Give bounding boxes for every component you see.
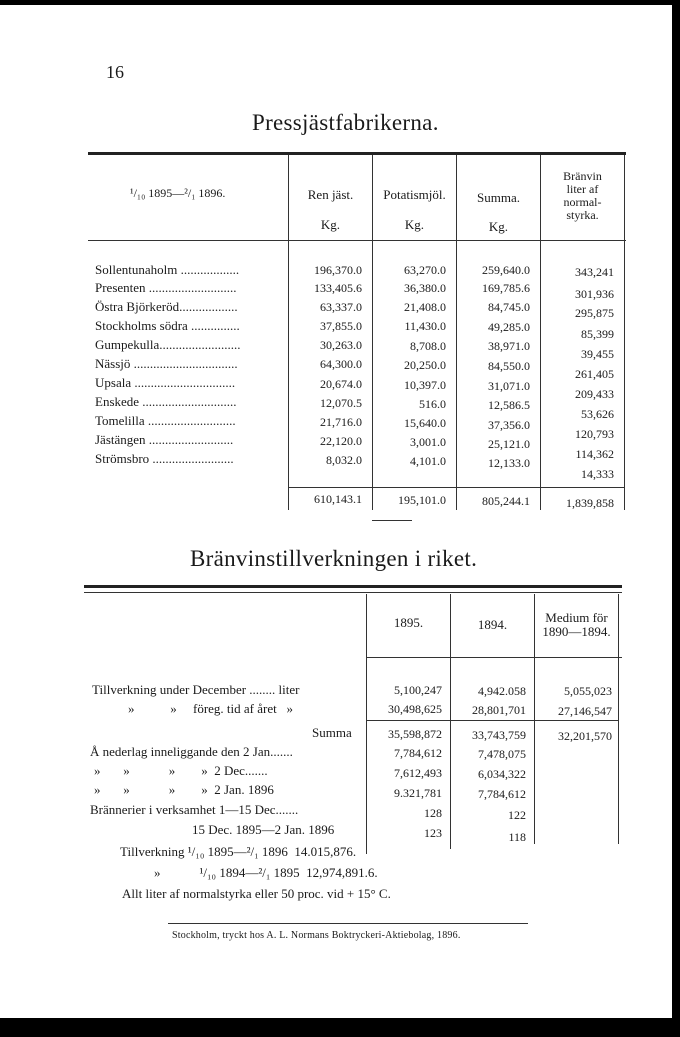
scan-border-bottom: [0, 1018, 680, 1037]
summa-value: 12,133.0: [488, 456, 530, 470]
summa-value: 84,745.0: [488, 300, 530, 314]
total-branvin: 1,839,858: [566, 496, 614, 510]
ren-jast-value: 64,300.0: [320, 357, 362, 371]
table2-top-rule: [84, 585, 622, 588]
branvin-line: styrka.: [566, 208, 599, 222]
factory-name: Östra Björkeröd..................: [95, 299, 238, 314]
ren-jast-value: 20,674.0: [320, 377, 362, 391]
row-label: Å nederlag inneliggande den 2 Jan.......: [90, 744, 293, 759]
branvin-value: 53,626: [581, 407, 614, 421]
factory-name: Enskede .............................: [95, 394, 237, 409]
value-1895: 128: [424, 806, 442, 820]
summa-value: 38,971.0: [488, 339, 530, 353]
summa-value: 84,550.0: [488, 359, 530, 373]
col-header-ren-jast: Ren jäst.: [307, 187, 354, 202]
short-rule: [372, 520, 412, 521]
row-label: » » föreg. tid af året »: [128, 701, 293, 716]
potatismjol-value: 21,408.0: [404, 300, 446, 314]
factory-name: Strömsbro .........................: [95, 451, 234, 466]
row-label: » » » » 2 Jan. 1896: [94, 782, 274, 797]
total-ren-jast: 610,143.1: [314, 492, 362, 506]
summa-value: 169,785.6: [482, 281, 530, 295]
row-label: 15 Dec. 1895—2 Jan. 1896: [192, 822, 335, 837]
branvin-value: 120,793: [575, 427, 614, 441]
table2-sum-rule: [366, 720, 618, 721]
value-1894: 6,034,322: [478, 767, 526, 781]
note-line: » ¹/₁₀ 1894—²/₁ 1895 12,974,891.6.: [154, 865, 378, 880]
ren-jast-value: 30,263.0: [320, 338, 362, 352]
table2-sub-rule: [84, 592, 622, 593]
value-1894: 118: [508, 830, 526, 844]
factory-name: Gumpekulla.........................: [95, 337, 241, 352]
branvin-line: liter af: [566, 182, 599, 196]
value-1894: 4,942.058: [478, 684, 526, 698]
branvin-value: 39,455: [581, 347, 614, 361]
medium-line: Medium för: [545, 610, 608, 625]
potatismjol-value: 20,250.0: [404, 358, 446, 372]
ren-jast-value: 63,337.0: [320, 300, 362, 314]
ren-jast-value: 37,855.0: [320, 319, 362, 333]
branvin-value: 14,333: [581, 467, 614, 481]
col-header-potatismjol: Potatismjöl.: [383, 187, 446, 202]
value-1895: 7,612,493: [394, 766, 442, 780]
ren-jast-value: 22,120.0: [320, 434, 362, 448]
ren-jast-value: 12,070.5: [320, 396, 362, 410]
page-number: 16: [106, 62, 124, 82]
section2-title: Bränvinstillverkningen i riket.: [190, 546, 478, 571]
summa-value: 25,121.0: [488, 437, 530, 451]
potatismjol-value: 11,430.0: [404, 319, 446, 333]
table1-col-divider: [624, 155, 625, 510]
row-label: Brännerier i verksamhet 1—15 Dec.......: [90, 802, 299, 817]
table2-col-divider: [366, 594, 367, 854]
row-label: Tillverkning under December ........ liter: [92, 682, 300, 697]
value-1895: 9.321,781: [394, 786, 442, 800]
col-header-branvin: [541, 170, 624, 222]
branvin-value: 209,433: [575, 387, 614, 401]
total-potatismjol: 195,101.0: [398, 493, 446, 507]
value-1895: 30,498,625: [388, 702, 442, 716]
table1-col-divider: [372, 155, 373, 510]
note-line: Allt liter af normalstyrka eller 50 proc. vid + 15° C.: [122, 886, 391, 901]
summa-value: 12,586.5: [488, 398, 530, 412]
value-medium: 32,201,570: [558, 729, 612, 743]
branvin-value: 301,936: [575, 287, 614, 301]
table2-header-rule: [366, 657, 622, 658]
table1-top-rule: [88, 152, 626, 155]
ren-jast-value: 8,032.0: [326, 453, 362, 467]
branvin-line: normal-: [563, 195, 602, 209]
branvin-value: 343,241: [575, 265, 614, 279]
potatismjol-value: 3,001.0: [410, 435, 446, 449]
table1-col-divider: [456, 155, 457, 510]
factory-name: Jästängen ..........................: [95, 432, 234, 447]
value-1894: 7,784,612: [478, 787, 526, 801]
factory-name: Presenten ...........................: [95, 280, 237, 295]
summa-value: 259,640.0: [482, 263, 530, 277]
table2-col-divider: [618, 594, 619, 844]
unit-kg: Kg.: [320, 217, 341, 232]
printer-footer: Stockholm, tryckt hos A. L. Normans Boktryckeri-Aktiebolag, 1896.: [172, 930, 461, 941]
table1-col-divider: [288, 155, 289, 510]
branvin-value: 85,399: [581, 327, 614, 341]
value-1895: 7,784,612: [394, 746, 442, 760]
row-label-summa: Summa: [312, 725, 352, 740]
col-header-1894: 1894.: [477, 617, 508, 632]
value-1895: 35,598,872: [388, 727, 442, 741]
branvin-line: Bränvin: [563, 169, 602, 183]
ren-jast-value: 196,370.0: [314, 263, 362, 277]
scan-border-top: [0, 0, 680, 5]
row-label: » » » » 2 Dec.......: [94, 763, 268, 778]
table1-header-rule: [88, 240, 626, 241]
potatismjol-value: 36,380.0: [404, 281, 446, 295]
scan-border-right: [672, 0, 680, 1037]
medium-line: 1890—1894.: [542, 624, 611, 639]
factory-name: Nässjö ................................: [95, 356, 238, 371]
factory-name: Sollentunaholm ..................: [95, 262, 240, 277]
value-medium: 5,055,023: [564, 684, 612, 698]
col-header-summa: Summa.: [477, 190, 520, 205]
ren-jast-value: 133,405.6: [314, 281, 362, 295]
potatismjol-value: 516.0: [419, 397, 446, 411]
value-1894: 28,801,701: [472, 703, 526, 717]
branvin-value: 295,875: [575, 306, 614, 320]
col-header-1895: 1895.: [393, 615, 424, 630]
factory-name: Tomelilla ...........................: [95, 413, 236, 428]
unit-kg: Kg.: [404, 217, 425, 232]
total-summa: 805,244.1: [482, 494, 530, 508]
potatismjol-value: 10,397.0: [404, 378, 446, 392]
value-1895: 5,100,247: [394, 683, 442, 697]
note-line: Tillverkning ¹/₁₀ 1895—²/₁ 1896 14.015,876.: [120, 844, 357, 859]
branvin-value: 114,362: [575, 447, 614, 461]
value-1894: 7,478,075: [478, 747, 526, 761]
potatismjol-value: 8,708.0: [410, 339, 446, 353]
summa-value: 37,356.0: [488, 418, 530, 432]
table1-total-rule: [288, 487, 624, 488]
value-medium: 27,146,547: [558, 704, 612, 718]
factory-name: Stockholms södra ...............: [95, 318, 240, 333]
summa-value: 31,071.0: [488, 379, 530, 393]
potatismjol-value: 15,640.0: [404, 416, 446, 430]
value-1894: 33,743,759: [472, 728, 526, 742]
potatismjol-value: 4,101.0: [410, 454, 446, 468]
branvin-value: 261,405: [575, 367, 614, 381]
value-1894: 122: [508, 808, 526, 822]
section1-title: Pressjästfabrikerna.: [252, 110, 439, 135]
summa-value: 49,285.0: [488, 320, 530, 334]
footer-rule: [168, 923, 528, 924]
value-1895: 123: [424, 826, 442, 840]
factory-name: Upsala ...............................: [95, 375, 236, 390]
ren-jast-value: 21,716.0: [320, 415, 362, 429]
potatismjol-value: 63,270.0: [404, 263, 446, 277]
unit-kg: Kg.: [488, 219, 509, 234]
table1-period-header: ¹/₁₀ 1895—²/₁ 1896.: [130, 186, 226, 200]
col-header-medium: [535, 611, 618, 639]
